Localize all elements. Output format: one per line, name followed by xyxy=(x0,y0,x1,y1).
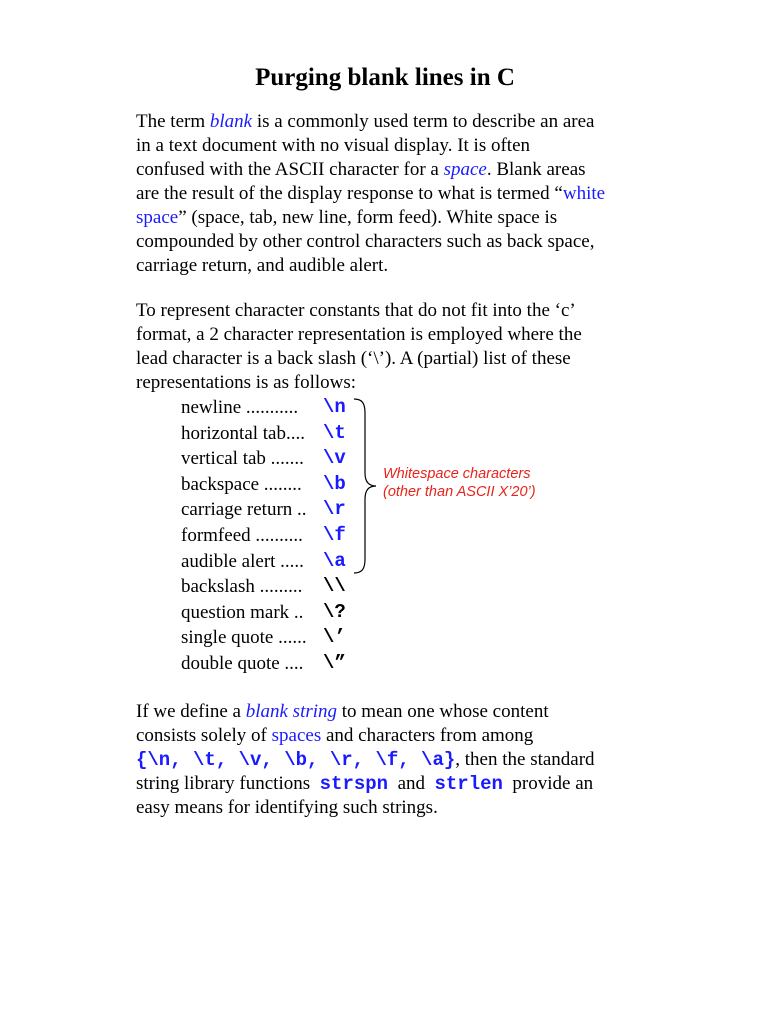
intro-line-5: space” (space, tab, new line, form feed). White space is xyxy=(136,207,558,228)
blank-string-line-2: consists solely of spaces and characters from among xyxy=(136,725,534,746)
escape-name: formfeed .......... xyxy=(181,524,303,546)
representation-paragraph xyxy=(136,299,656,395)
escape-code: \” xyxy=(323,651,346,674)
escape-set-code: {\n, \t, \v, \b, \r, \f, \a} xyxy=(136,749,456,771)
annotation-line-1: Whitespace characters xyxy=(383,466,531,482)
representation-line-4: representations is as follows: xyxy=(136,372,357,393)
blank-string-line-4: string library functions strspn and strlen provide an xyxy=(136,773,594,795)
escape-row-question-mark xyxy=(181,600,381,626)
escape-name: carriage return .. xyxy=(181,499,307,521)
page-title: Purging blank lines in C xyxy=(255,64,515,91)
escape-code: \t xyxy=(323,421,346,444)
intro-line-6: compounded by other control characters such as back space, xyxy=(136,231,595,252)
function-strspn: strspn xyxy=(319,773,389,795)
escape-code: \f xyxy=(323,523,346,546)
escape-row-backslash xyxy=(181,574,381,600)
escape-code: \r xyxy=(323,498,346,521)
blank-string-line-3: {\n, \t, \v, \b, \r, \f, \a}, then the standard xyxy=(136,749,595,771)
representation-line-3: lead character is a back slash (‘\’). A (partial) list of these xyxy=(136,348,571,369)
escape-name: question mark .. xyxy=(181,601,304,623)
blank-string-line-5: easy means for identifying such strings. xyxy=(136,797,438,818)
term-space: space xyxy=(443,159,487,180)
escape-code: \? xyxy=(323,600,346,623)
intro-line-3: confused with the ASCII character for a space. Blank areas xyxy=(136,159,586,180)
intro-line-7: carriage return, and audible alert. xyxy=(136,255,389,276)
term-spaces: spaces xyxy=(271,725,322,746)
escape-code: \b xyxy=(323,472,346,495)
escape-name: backslash ......... xyxy=(181,576,303,598)
escape-row-double-quote xyxy=(181,651,381,677)
term-blank-string: blank string xyxy=(245,701,338,722)
escape-name: vertical tab ....... xyxy=(181,448,304,470)
blank-string-paragraph xyxy=(136,700,656,820)
representation-line-2: format, a 2 character representation is employed where the xyxy=(136,324,582,345)
escape-name: audible alert ..... xyxy=(181,550,304,572)
term-blank: blank xyxy=(209,111,253,132)
term-white-space-part1: white xyxy=(562,183,606,204)
whitespace-brace xyxy=(350,397,380,575)
intro-paragraph xyxy=(136,110,656,278)
intro-line-2: in a text document with no visual display. It is often xyxy=(136,135,531,156)
term-white-space-part2: space xyxy=(136,207,179,228)
annotation-line-2: (other than ASCII X’20’) xyxy=(383,484,536,500)
escape-code: \v xyxy=(323,447,346,470)
escape-code: \\ xyxy=(323,575,346,598)
escape-name: newline ........... xyxy=(181,397,299,418)
escape-code: \’ xyxy=(323,626,346,649)
representation-line-1: To represent character constants that do not fit into the ‘c’ xyxy=(136,300,576,321)
function-strlen: strlen xyxy=(434,773,503,795)
escape-name: single quote ...... xyxy=(181,627,307,649)
escape-row-single-quote xyxy=(181,625,381,651)
intro-line-1: The term blank is a commonly used term to describe an area xyxy=(136,111,595,132)
escape-name: backspace ........ xyxy=(181,473,302,495)
escape-code: \a xyxy=(323,549,346,572)
whitespace-annotation xyxy=(383,465,536,501)
blank-string-line-1: If we define a blank string to mean one whose content xyxy=(136,701,549,722)
intro-line-4: are the result of the display response to what is termed “white xyxy=(136,183,606,204)
escape-name: double quote .... xyxy=(181,652,304,674)
escape-code: \n xyxy=(323,396,346,418)
escape-name: horizontal tab.... xyxy=(181,422,305,444)
